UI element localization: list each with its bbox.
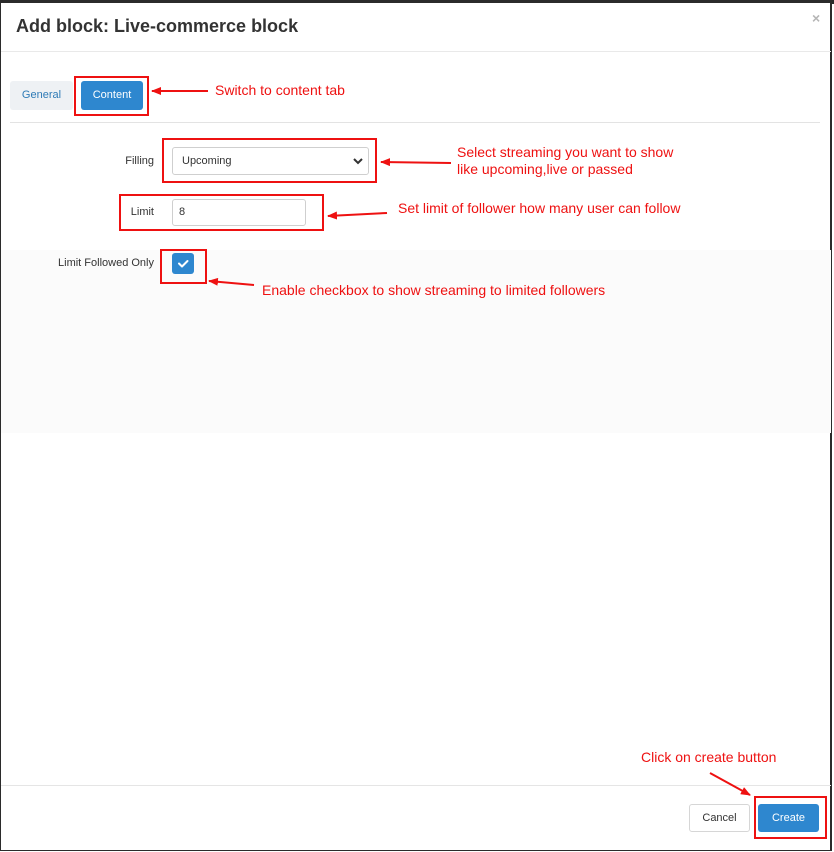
- limit-label: Limit: [130, 206, 154, 218]
- limit-followed-only-label: Limit Followed Only: [58, 257, 154, 269]
- highlight-create-button: [754, 796, 827, 839]
- annotation-limit: Set limit of follower how many user can follow: [398, 200, 681, 216]
- create-button[interactable]: Create: [758, 804, 819, 832]
- header-divider: [1, 51, 831, 52]
- highlight-content-tab: [74, 76, 149, 116]
- highlight-checkbox: [160, 249, 207, 284]
- highlight-filling-select: [162, 138, 377, 183]
- limit-input[interactable]: 8: [172, 199, 306, 226]
- filling-select-value: Upcoming: [182, 155, 232, 167]
- annotation-select-line1: Select streaming you want to show: [457, 144, 674, 160]
- close-icon[interactable]: ×: [812, 10, 821, 26]
- cancel-button[interactable]: Cancel: [689, 804, 750, 832]
- highlight-limit-field: [119, 194, 324, 231]
- footer-divider: [1, 785, 831, 786]
- content-panel-background: [1, 250, 831, 433]
- annotation-switch-tab: Switch to content tab: [215, 82, 345, 98]
- filling-label: Filling: [125, 155, 154, 167]
- annotation-select-line2: like upcoming,live or passed: [457, 161, 633, 177]
- tabs-divider: [10, 122, 820, 123]
- dialog-title: Add block: Live-commerce block: [16, 16, 299, 36]
- tab-general[interactable]: General: [10, 81, 73, 110]
- annotation-create: Click on create button: [641, 749, 777, 765]
- annotation-checkbox: Enable checkbox to show streaming to limited followers: [262, 282, 606, 298]
- tab-content[interactable]: Content: [81, 81, 143, 110]
